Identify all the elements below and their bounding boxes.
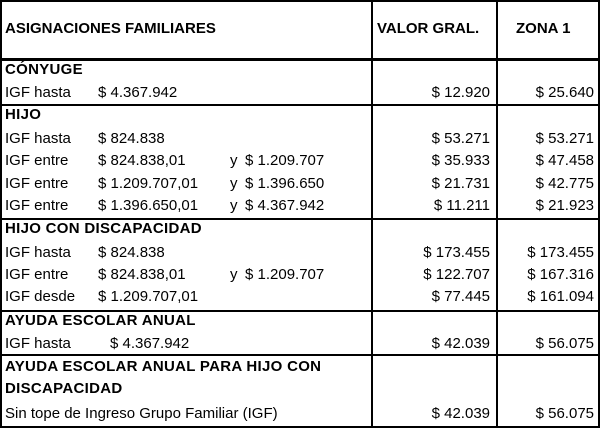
row-conjunction: y	[230, 197, 238, 214]
row-valor-gral: $ 21.731	[431, 175, 490, 192]
section-divider	[0, 104, 600, 106]
row-zona-1: $ 25.640	[535, 84, 594, 101]
row-zona-1: $ 56.075	[535, 335, 594, 352]
section-title-conyuge: CÓNYUGE	[5, 61, 83, 78]
row-valor-gral: $ 122.707	[423, 266, 490, 283]
row-zona-1: $ 173.455	[527, 244, 594, 261]
row-amount-to: $ 1.209.707	[245, 152, 325, 169]
row-amount-to: $ 1.396.650	[245, 175, 325, 192]
row-amount-from: $ 824.838	[98, 130, 165, 147]
header-valor-gral: VALOR GRAL.	[377, 20, 480, 37]
row-label: IGF entre	[5, 175, 69, 192]
row-zona-1: $ 21.923	[535, 197, 594, 214]
table-row	[0, 333, 600, 355]
row-label: IGF entre	[5, 266, 69, 283]
row-valor-gral: $ 35.933	[431, 152, 490, 169]
row-conjunction: y	[230, 266, 238, 283]
row-amount-from: $ 824.838,01	[98, 152, 186, 169]
row-amount-from: $ 4.367.942	[98, 84, 178, 101]
row-valor-gral: $ 11.211	[433, 197, 490, 214]
table-row	[0, 286, 600, 308]
row-valor-gral: $ 42.039	[431, 405, 490, 422]
row-amount-from: $ 1.209.707,01	[98, 288, 199, 305]
row-valor-gral: $ 173.455	[423, 244, 490, 261]
row-label: IGF entre	[5, 152, 69, 169]
table-row	[0, 242, 600, 264]
table-row	[0, 264, 600, 286]
table-row	[0, 150, 600, 172]
row-valor-gral: $ 12.920	[431, 84, 490, 101]
row-valor-gral: $ 53.271	[431, 130, 490, 147]
row-zona-1: $ 161.094	[527, 288, 594, 305]
row-amount-from: $ 1.209.707,01	[98, 175, 199, 192]
row-amount-from: $ 824.838,01	[98, 266, 186, 283]
row-amount-to: $ 4.367.942	[245, 197, 325, 214]
row-amount-from: $ 1.396.650,01	[98, 197, 199, 214]
row-amount-to: $ 1.209.707	[245, 266, 325, 283]
row-zona-1: $ 56.075	[535, 405, 594, 422]
row-zona-1: $ 47.458	[535, 152, 594, 169]
row-label: IGF hasta	[5, 130, 71, 147]
row-valor-gral: $ 42.039	[431, 335, 490, 352]
row-amount-from: $ 4.367.942	[110, 335, 190, 352]
row-valor-gral: $ 77.445	[431, 288, 490, 305]
row-conjunction: y	[230, 152, 238, 169]
table-border-top	[0, 0, 600, 2]
row-amount-from: $ 824.838	[98, 244, 165, 261]
table-row	[0, 195, 600, 217]
header-divider	[0, 58, 600, 61]
table-row	[0, 82, 600, 104]
row-zona-1: $ 167.316	[527, 266, 594, 283]
section-title-hijo-discapacidad: HIJO CON DISCAPACIDAD	[5, 220, 202, 237]
table-row	[0, 128, 600, 150]
table-row	[0, 403, 600, 425]
row-label: IGF hasta	[5, 335, 71, 352]
section-title-hijo: HIJO	[5, 106, 42, 123]
header-asignaciones: ASIGNACIONES FAMILIARES	[5, 20, 216, 37]
row-label: IGF desde	[5, 288, 76, 305]
row-zona-1: $ 53.271	[535, 130, 594, 147]
header-zona-1: ZONA 1	[516, 20, 571, 37]
row-label: Sin tope de Ingreso Grupo Familiar (IGF)	[5, 405, 278, 422]
row-label: IGF entre	[5, 197, 69, 214]
table-row	[0, 173, 600, 195]
row-label: IGF hasta	[5, 84, 71, 101]
section-title-ayuda-escolar-discapacidad-line1: AYUDA ESCOLAR ANUAL PARA HIJO CON	[5, 358, 322, 375]
section-title-ayuda-escolar-discapacidad-line2: DISCAPACIDAD	[5, 380, 123, 397]
section-title-ayuda-escolar: AYUDA ESCOLAR ANUAL	[5, 312, 196, 329]
row-zona-1: $ 42.775	[535, 175, 594, 192]
row-conjunction: y	[230, 175, 238, 192]
row-label: IGF hasta	[5, 244, 71, 261]
